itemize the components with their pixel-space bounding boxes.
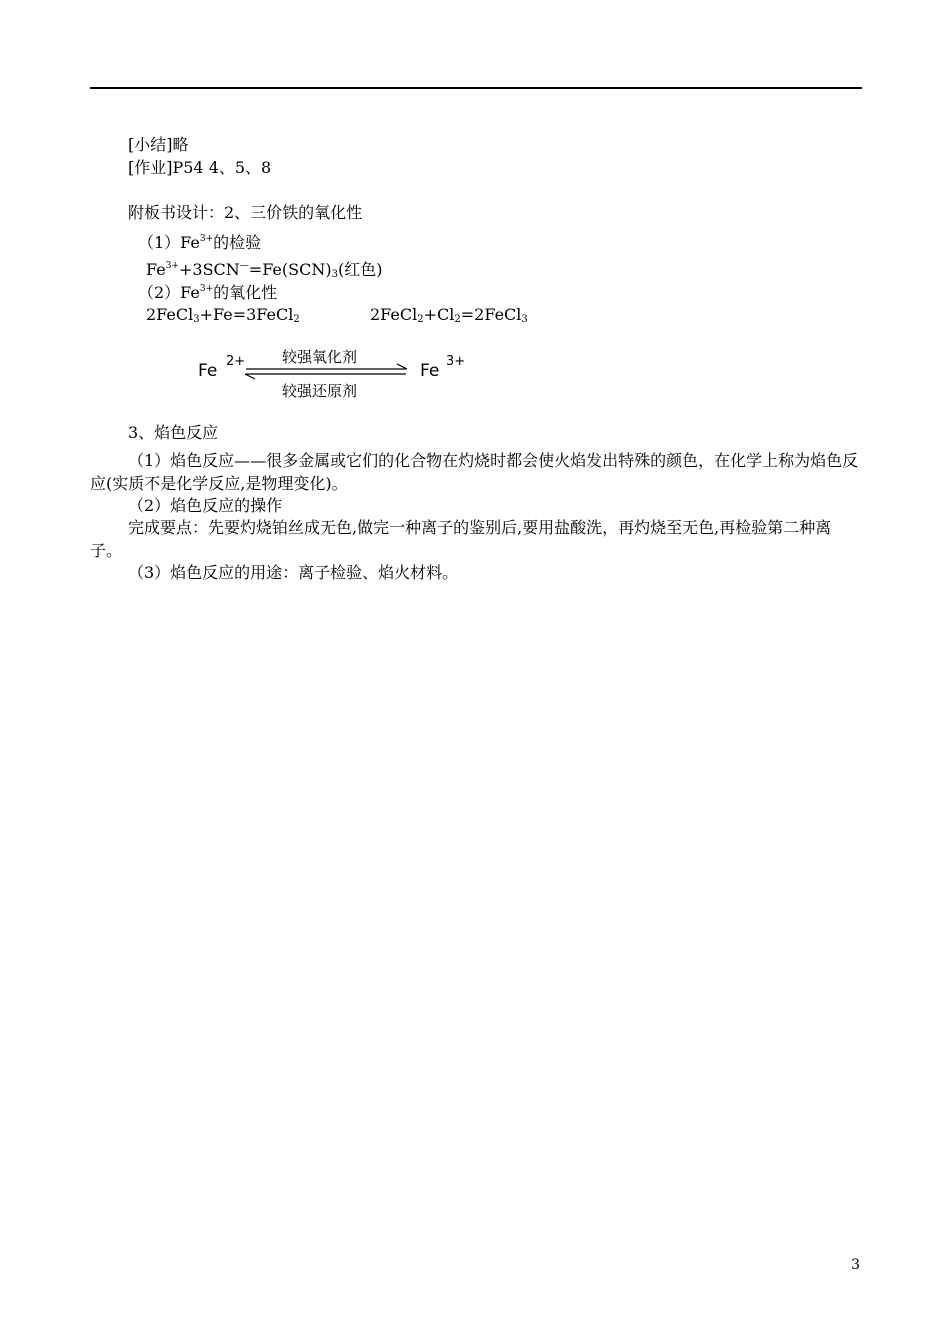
diagram-right-species: Fe bbox=[420, 361, 440, 381]
summary-line: [小结]略 bbox=[128, 135, 189, 154]
paragraph-flame-operation: （2）焰色反应的操作 bbox=[128, 496, 283, 515]
diagram-right-charge: 3+ bbox=[446, 354, 466, 369]
item-1-fe3-test: $(1)Fe^{3+}$的检验 bbox=[138, 233, 262, 252]
equation-fecl3-fe: 2FeCl$_3$+Fe=3FeCl$_2$ bbox=[146, 305, 300, 325]
diagram-top-label: 较强氧化剂 bbox=[282, 348, 358, 366]
item-2-fe3-oxidizing: $(2)Fe^{3+}$的氧化性 bbox=[138, 283, 278, 302]
board-design-heading: 附板书设计：2、三价铁的氧化性 bbox=[128, 203, 363, 222]
diagram-bottom-label: 较强还原剂 bbox=[282, 382, 358, 400]
fe-redox-diagram bbox=[190, 340, 480, 404]
diagram-left-species: Fe bbox=[198, 361, 218, 381]
paragraph-flame-uses: （3）焰色反应的用途：离子检验、焰火材料。 bbox=[128, 563, 459, 582]
reverse-arrow-head bbox=[245, 374, 255, 379]
homework-line: [作业]P54 4、5、8 bbox=[128, 158, 272, 177]
equation-thiocyanate: $Fe^{3+}+3SCN^—=Fe(SCN)_3$(红色) bbox=[146, 260, 383, 280]
section-3-title: 3、焰色反应 bbox=[128, 423, 219, 442]
equation-fecl2-cl2: $2FeCl_2+Cl_2=2FeCl_3$ bbox=[370, 305, 528, 325]
forward-arrow-head bbox=[397, 364, 407, 369]
diagram-left-charge: 2+ bbox=[226, 354, 246, 369]
page-number: 3 bbox=[851, 1257, 860, 1273]
header-rule bbox=[90, 87, 862, 89]
paragraph-flame-definition: （1）焰色反应——很多金属或它们的化合物在灼烧时都会使火焰发出特殊的颜色，在化学上称为焰色反应(实质不是化学反应,是物理变化)。 bbox=[90, 451, 859, 493]
paragraph-flame-key-points: 完成要点：先要灼烧铂丝成无色,做完一种离子的鉴别后,要用盐酸洗，再灼烧至无色,再检验第二种离子。 bbox=[90, 518, 832, 560]
